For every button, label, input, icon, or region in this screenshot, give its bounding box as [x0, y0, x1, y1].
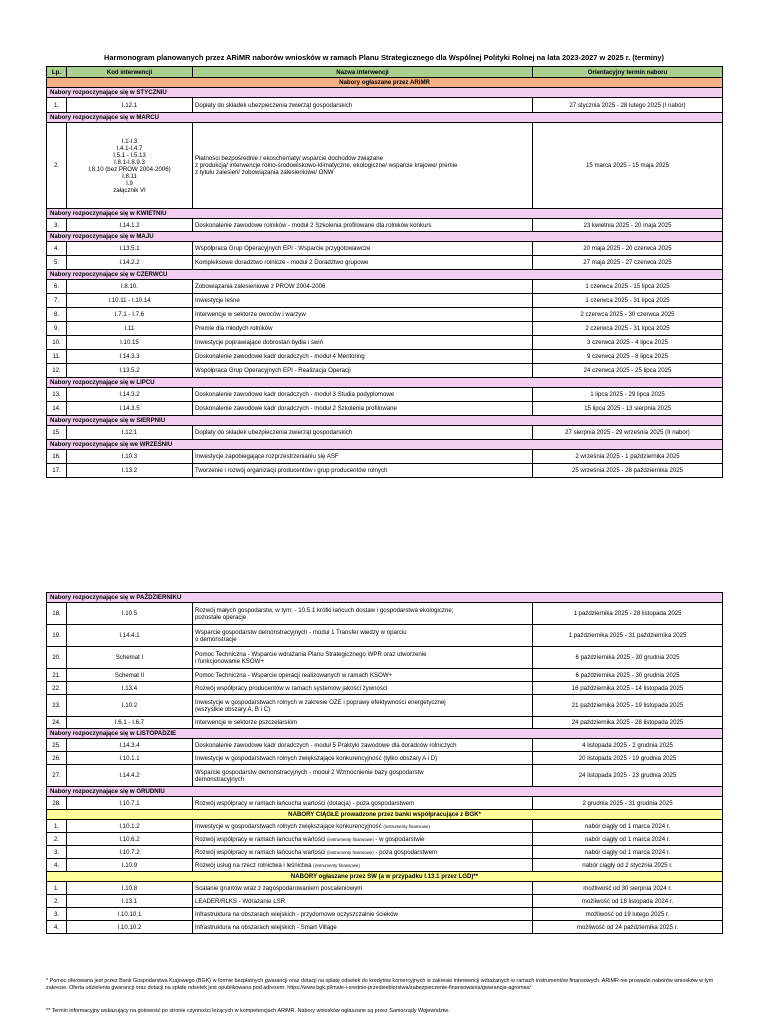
table-row: 17. I.13.2 Tworzenie i rozwój organizacji producentów i grup producentów rolnych 25 września 2025 - 28 października 2025: [47, 464, 723, 478]
table-row: 28. I.10.7.1 Rozwój współpracy w ramach łańcucha wartości (dotacja) - poza gospodarstwem 2 grudnia 2025 - 31 grudnia 2025: [47, 797, 723, 810]
table-row: 3. I.10.7.2 Rozwój współpracy w ramach łańcucha wartości (instrumenty finansowe) - poza gospodarstwem nabór ciągły od 1 marca 2024 r.: [47, 846, 723, 859]
section-april: Nabory rozpoczynające się w KWIETNIU: [47, 209, 723, 219]
table-row: 26. I.10.1.1 Inwestycje w gospodarstwach rolnych zwiększające konkurencyjność (tylko obszary A i D) 20 listopada 2025 - 19 grudnia 2025: [47, 752, 723, 765]
col-date-header: Orientacyjny termin naboru: [533, 67, 723, 78]
section-july: Nabory rozpoczynające się w LIPCU: [47, 378, 723, 388]
section-january: Nabory rozpoczynające się w STYCZNIU: [47, 88, 723, 98]
table-row: 12. I.13.5.2 Współpraca Grup Operacyjnych EPI - Realizacja Operacji 24 czerwca 2025 - 25 lipca 2025: [47, 364, 723, 378]
table-row: 1. I.10.1.2 Inwestycje w gospodarstwach rolnych zwiększające konkurencyjność (instrumenty finansowe) nabór ciągły od 1 marca 2024 r.: [47, 820, 723, 833]
footnote-sw: ** Termin informacyjny wskazujący na gotowość po stronie czynności leżących w kompetencjach ARiMR. Nabory wniosków ogłaszane są przez Samorządy Województw.: [46, 1008, 450, 1014]
document-title: Harmonogram planowanych przez ARiMR naborów wniosków w ramach Planu Strategicznego dla Wspólnej Polityki Rolnej na lata 2023-2027 w 2025 r. (terminy): [104, 53, 664, 62]
footnote-bgk: * Pomoc oferowana jest przez Bank Gospodarstwa Krajowego (BGK) w formie bezpłatnych gwarancji oraz dotacji na spłatę odsetek do kredytów komercyjnych w zakresie interwencji wdrażanych w ramach instrumentów finansowych. ARiMR nie prowadzi naborów wniosków w tym zakresie. Oferta udzielenia gwarancji oraz dotacji na spłatę odsetek jest opublikowana pod adresem: https://www.bgk.pl/male-i-srednie-przedsiebiorstwa/zabezpieczenie-finansowania/gwarancja-agromax/: [46, 978, 714, 992]
table-row: 2. I.13.1 LEADER/RLKS - Wdrażanie LSR możliwość od 18 listopada 2024 r.: [47, 895, 723, 908]
table-row: 14. I.14.3.5 Doskonalenie zawodowe kadr doradczych - moduł 2 Szkolenia profilowane 15 lipca 2025 - 13 sierpnia 2025: [47, 402, 723, 416]
band-sw: NABORY ogłaszane przez SW (a w przypadku I.13.1 przez LGD)**: [47, 872, 723, 882]
section-september: Nabory rozpoczynające się we WRZEŚNIU: [47, 440, 723, 450]
table-row: 6. I.8.10. Zobowiązania zalesieniowe z PROW 2004-2006 1 czerwca 2025 - 15 lipca 2025: [47, 280, 723, 294]
table-row: 1. I.12.1 Dopłaty do składek ubezpieczenia zwierząt gospodarskich 27 stycznia 2025 - 28 lutego 2025 (I nabór): [47, 98, 723, 113]
band-arimr: Nabory ogłaszane przez ARiMR: [47, 78, 723, 88]
table-row: 5. I.14.2.2 Kompleksowe doradztwo rolnicze - moduł 2 Doradztwo grupowe 27 maja 2025 - 27 czerwca 2025: [47, 256, 723, 270]
section-october: Nabory rozpoczynające się w PAŹDZIERNIKU: [47, 593, 723, 603]
col-name-header: Nazwa interwencji: [193, 67, 533, 78]
schedule-table-top: [46, 66, 723, 478]
band-bgk: NABORY CIĄGŁE prowadzone przez banki współpracujące z BGK*: [47, 810, 723, 820]
table-row: 16. I.10.3 Inwestycje zapobiegające rozprzestrzenianiu się ASF 2 września 2025 - 1 października 2025: [47, 450, 723, 464]
table-row: 27. I.14.4.2 Wsparcie gospodarstw demonstracyjnych - moduł 2 Wzmocnienie bazy gospodarstw demonstracyjnych 24 listopada 2025 - 23 grudnia 2025: [47, 765, 723, 787]
table-row: 25. I.14.3.4 Doskonalenie zawodowe kadr doradczych - moduł 5 Praktyki zawodowe dla doradców rolniczych 4 listopada 2025 - 2 grudnia 2025: [47, 739, 723, 752]
section-december: Nabory rozpoczynające się w GRUDNIU: [47, 787, 723, 797]
table-row: 4. I.13.5.1 Współpraca Grup Operacyjnych EPI - Wsparcie przygotowawcze 20 maja 2025 - 20 czerwca 2025: [47, 242, 723, 256]
table-row: 23. I.10.2 Inwestycje w gospodarstwach rolnych w zakresie OZE i poprawy efektywności energetycznej (wszystkie obszary A, B i C) 21 października 2025 - 19 listopada 2025: [47, 695, 723, 717]
col-code-header: Kod interwencji: [67, 67, 193, 78]
table-row: 11. I.14.3.3 Doskonalenie zawodowe kadr doradczych - moduł 4 Mentoring 9 czerwca 2025 - 8 lipca 2025: [47, 350, 723, 364]
section-august: Nabory rozpoczynające się w SIERPNIU: [47, 416, 723, 426]
table-row: 1. I.10.8 Scalanie gruntów wraz z zagospodarowaniem poscaleniowym możliwość od 30 sierpnia 2024 r.: [47, 882, 723, 895]
table-row: 22. I.13.4 Rozwój współpracy producentów w ramach systemów jakości żywności 16 października 2025 - 14 listopada 2025: [47, 682, 723, 695]
header-row: [47, 67, 723, 78]
table-row: 13. I.14.3.2 Doskonalenie zawodowe kadr doradczych - moduł 3 Studia podyplomowe 1 lipca 2025 - 29 lipca 2025: [47, 388, 723, 402]
col-lp-header: Lp.: [47, 67, 67, 78]
table-row: 19. I.14.4.1 Wsparcie gospodarstw demonstracyjnych - moduł 1 Transfer wiedzy w oparciu o demonstracje 1 października 2025 - 31 października 2025: [47, 625, 723, 647]
section-november: Nabory rozpoczynające się w LISTOPADZIE: [47, 729, 723, 739]
section-march: Nabory rozpoczynające się w MARCU: [47, 113, 723, 123]
table-row: 18. I.10.5 Rozwój małych gospodarstw, w tym: - 10.5.1 krótki łańcuch dostaw i gospodarstwa ekologiczne; pozostałe operacje 1 października 2025 - 28 listopada 2025: [47, 603, 723, 625]
table-row: 24. I.6.1 - I.6.7 Interwencje w sektorze pszczelarskim 24 października 2025 - 28 listopada 2025: [47, 717, 723, 729]
table-row: 8. I.7.1 - I.7.6 Interwencje w sektorze owoców i warzyw 2 czerwca 2025 - 30 czerwca 2025: [47, 308, 723, 322]
table-row: 3. I.14.1.2 Doskonalenie zawodowe rolników - moduł 2 Szkolenia profilowane dla rolników konkurs 23 kwietnia 2025 - 20 maja 2025: [47, 219, 723, 232]
table-row: 7. I.10.11 - I.10.14 Inwestycje leśne 1 czerwca 2025 - 31 lipca 2025: [47, 294, 723, 308]
table-row: 4. I.10.9 Rozwój usług na rzecz rolnictwa i leśnictwa (instrumenty finansowe) nabór ciągły od 2 stycznia 2025 r.: [47, 859, 723, 872]
table-row: 4. I.10.10.2 Infrastruktura na obszarach wiejskich - Smart Village możliwość od 24 października 2025 r.: [47, 921, 723, 934]
table-row: 10. I.10.15 Inwestycje poprawiające dobrostan bydła i świń 3 czerwca 2025 - 4 lipca 2025: [47, 336, 723, 350]
schedule-table-bottom: [46, 592, 723, 934]
table-row: 9. I.11 Premie dla młodych rolników 2 czerwca 2025 - 31 lipca 2025: [47, 322, 723, 336]
table-row: 21. Schemat II Pomoc Techniczna - Wsparcie operacji realizowanych w ramach KSOW+ 6 października 2025 - 30 grudnia 2025: [47, 669, 723, 682]
table-row: 2. I.10.6.2 Rozwój współpracy w ramach łańcucha wartości (instrumenty finansowe) - w gospodarstwie nabór ciągły od 1 marca 2024 r.: [47, 833, 723, 846]
table-row: 3. I.10.10.1 Infrastruktura na obszarach wiejskich - przydomowe oczyszczalnie ścieków możliwość od 19 lutego 2025 r.: [47, 908, 723, 921]
table-row: 15. I.12.1 Dopłaty do składek ubezpieczenia zwierząt gospodarskich 27 sierpnia 2025 - 29 września 2025 (II nabór): [47, 426, 723, 440]
table-row: 2. I.1-I.3 I.4.1-I.4.7 I.5.1 - I.5.13 I.8.1-I.8.9.3 I.8.10 (bez PROW 2004-2006) I.8.11 I.9 załącznik VI Płatności bezpośrednie / ekoschematy/ wsparcie dochodów związane z produkcją/ interwencje rolno-środowiskowo-klimatyczne, ekologiczne/ wsparcie krajowe/ premie z tytułu zalesień/ zobowiązania zalesieniowe/ ONW 15 marca 2025 - 15 maja 2025: [47, 123, 723, 209]
section-june: Nabory rozpoczynające się w CZERWCU: [47, 270, 723, 280]
section-may: Nabory rozpoczynające się w MAJU: [47, 232, 723, 242]
table-row: 20. Schemat I Pomoc Techniczna - Wsparcie wdrażania Planu Strategicznego WPR oraz utworzenie i funkcjonowanie KSOW+ 6 października 2025 - 30 grudnia 2025: [47, 647, 723, 669]
